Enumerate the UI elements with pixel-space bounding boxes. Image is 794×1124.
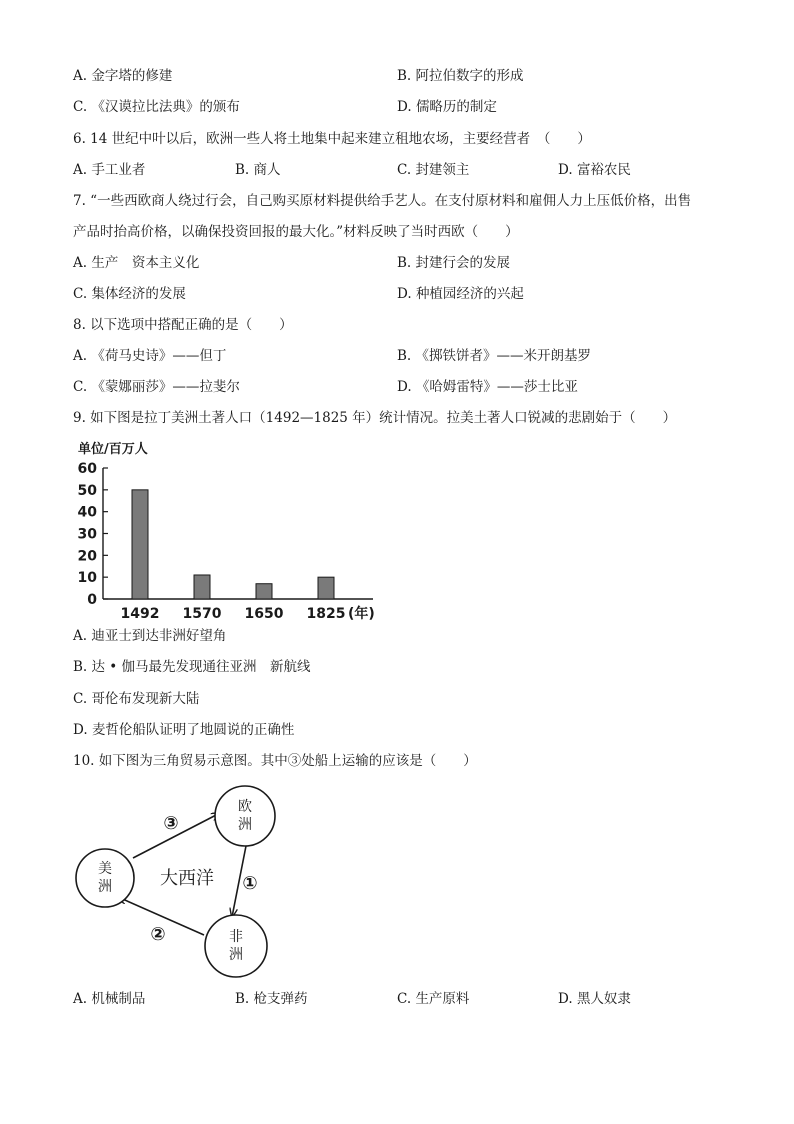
q7-option-c: C. 集体经济的发展 <box>73 286 186 302</box>
q9-option-b: B. 达 • 伽马最先发现通往亚洲 新航线 <box>73 659 311 675</box>
y-tick-label-60: 60 <box>77 461 97 477</box>
america-label-2: 洲 <box>98 879 112 895</box>
x-tick-label-1492: 1492 <box>120 606 160 622</box>
q6-option-d: D. 富裕农民 <box>558 162 631 178</box>
q9-option-a: A. 迪亚士到达非洲好望角 <box>73 628 227 644</box>
bar-1570 <box>194 575 210 599</box>
q8-stem: 8. 以下选项中搭配正确的是（ ） <box>73 317 293 333</box>
y-tick-label-40: 40 <box>77 504 97 521</box>
q5-option-c: C. 《汉谟拉比法典》的颁布 <box>73 99 240 115</box>
africa-label-2: 洲 <box>229 947 243 963</box>
marker-2: ② <box>150 924 166 945</box>
q8-option-a: A. 《荷马史诗》——但丁 <box>73 348 227 364</box>
q8-option-d: D. 《哈姆雷特》——莎士比亚 <box>397 379 578 395</box>
y-tick-label-50: 50 <box>77 482 97 499</box>
population-bar-chart <box>70 436 390 626</box>
q10-option-b: B. 枪支弹药 <box>235 991 308 1007</box>
q6-option-b: B. 商人 <box>235 162 281 178</box>
chart-xlabel: (年) <box>348 606 375 622</box>
chart-ylabel: 单位/百万人 <box>78 442 148 457</box>
q5-option-c-text: 《汉谟拉比法典》的颁布 <box>91 99 240 115</box>
europe-label-2: 洲 <box>238 817 252 833</box>
q9-option-c: C. 哥伦布发现新大陆 <box>73 691 200 707</box>
q6-option-c: C. 封建领主 <box>397 162 470 178</box>
x-tick-label-1650: 1650 <box>244 606 284 622</box>
q8-option-c: C. 《蒙娜丽莎》——拉斐尔 <box>73 379 240 395</box>
africa-node <box>205 915 267 977</box>
marker-1: ① <box>242 873 258 894</box>
america-label-1: 美 <box>98 861 112 877</box>
q10-option-c: C. 生产原料 <box>397 991 470 1007</box>
y-tick-label-10: 10 <box>77 570 97 587</box>
africa-label-1: 非 <box>229 929 243 945</box>
q10-option-a: A. 机械制品 <box>73 991 146 1007</box>
q6-stem: 6. 14 世纪中叶以后，欧洲一些人将土地集中起来建立租地农场，主要经营者 （ ） <box>73 131 591 147</box>
q10-option-d: D. 黑人奴隶 <box>558 991 631 1007</box>
marker-3: ③ <box>163 813 179 834</box>
q7-option-b: B. 封建行会的发展 <box>397 255 511 271</box>
q7-stem-line1: 7. “一些西欧商人绕过行会，自己购买原材料提供给手艺人。在支付原材料和雇佣人力上压低价格，出售 <box>73 193 692 209</box>
q5-option-a: A. 金字塔的修建 <box>73 68 173 84</box>
q5-option-b: B. 阿拉伯数字的形成 <box>397 68 524 84</box>
europe-label-1: 欧 <box>238 799 252 815</box>
q6-option-a: A. 手工业者 <box>73 162 146 178</box>
q9-stem: 9. 如下图是拉丁美洲土著人口（1492—1825 年）统计情况。拉美土著人口锐减的悲剧始于（ ） <box>73 410 677 426</box>
bar-1650 <box>256 584 272 599</box>
bar-1492 <box>132 490 148 599</box>
america-node <box>76 849 134 907</box>
q8-option-b: B. 《掷铁饼者》——米开朗基罗 <box>397 348 592 364</box>
q7-stem-line2: 产品时抬高价格，以确保投资回报的最大化。”材料反映了当时西欧（ ） <box>73 224 519 240</box>
y-tick-label-20: 20 <box>77 548 97 565</box>
q10-stem: 10. 如下图为三角贸易示意图。其中③处船上运输的应该是（ ） <box>73 753 477 769</box>
y-tick-label-30: 30 <box>77 526 97 543</box>
bar-1825 <box>318 577 334 599</box>
q5-option-b-text: 阿拉伯数字的形成 <box>415 68 524 84</box>
europe-node <box>215 786 275 846</box>
q9-option-d: D. 麦哲伦船队证明了地圆说的正确性 <box>73 722 295 738</box>
triangle-trade-diagram <box>70 780 290 980</box>
q7-option-a: A. 生产 资本主义化 <box>73 255 200 271</box>
x-tick-label-1570: 1570 <box>182 606 222 622</box>
q5-option-d: D. 儒略历的制定 <box>397 99 497 115</box>
q5-option-a-text: 金字塔的修建 <box>91 68 173 84</box>
y-tick-label-0: 0 <box>87 592 97 608</box>
ocean-label: 大西洋 <box>160 868 214 889</box>
q5-option-d-text: 儒略历的制定 <box>415 99 497 115</box>
q7-option-d: D. 种植园经济的兴起 <box>397 286 524 302</box>
x-tick-label-1825: 1825 <box>306 606 346 622</box>
